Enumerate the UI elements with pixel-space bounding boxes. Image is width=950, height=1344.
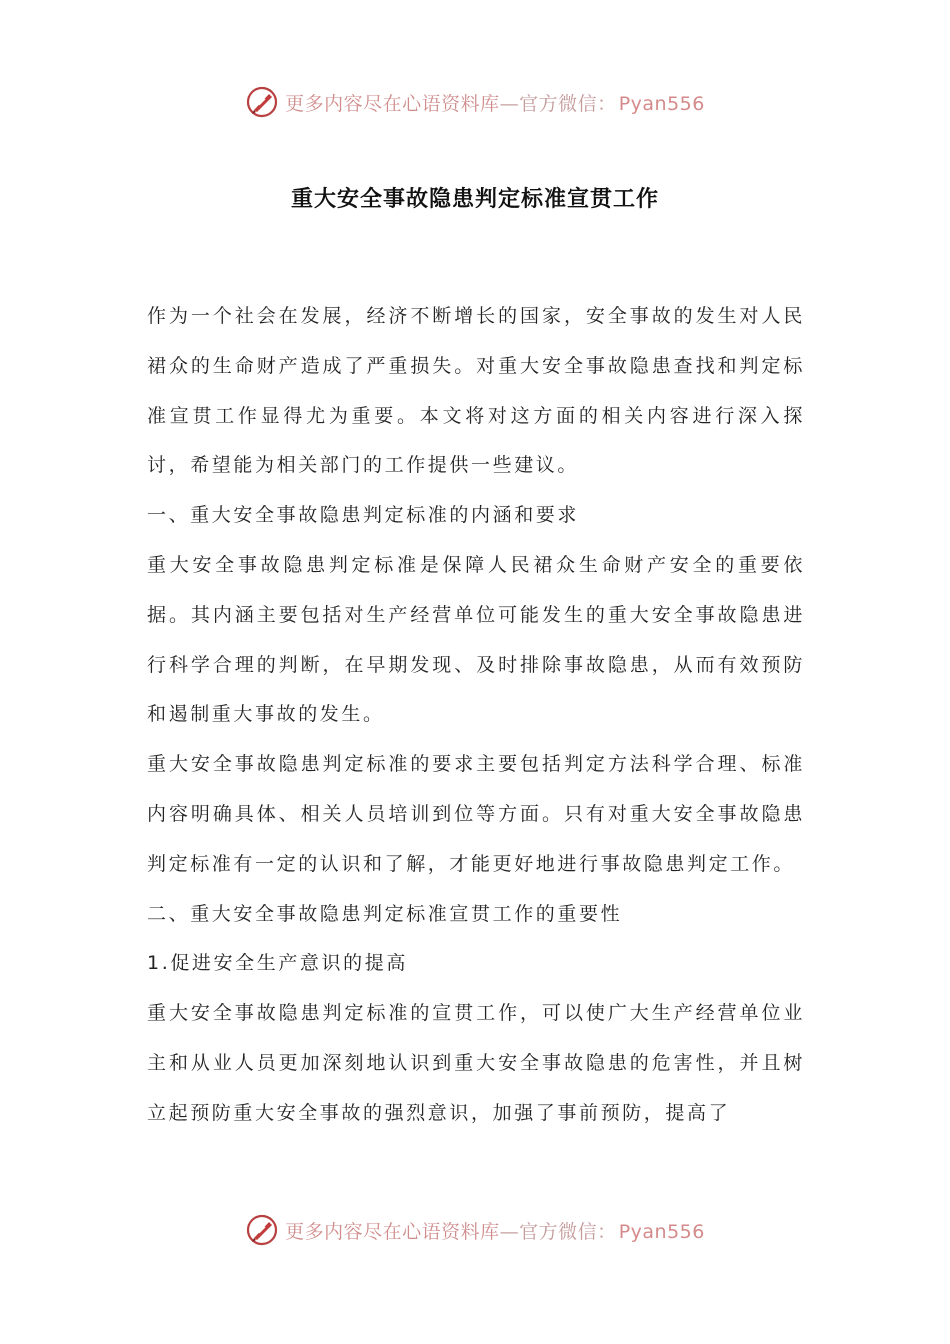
watermark-text	[285, 1217, 705, 1244]
section-heading-1: 一、重大安全事故隐患判定标准的内涵和要求	[147, 504, 580, 527]
header-watermark	[0, 82, 950, 122]
subsection-heading-2-1: 1.促进安全生产意识的提高	[147, 952, 408, 975]
watermark-label: 官方微信：	[519, 92, 617, 115]
watermark-text	[285, 89, 705, 116]
watermark-label: 官方微信：	[519, 1220, 617, 1243]
document-body	[147, 292, 805, 1139]
quill-pen-logo-icon	[245, 1213, 279, 1247]
paragraph-intro: 作为一个社会在发展，经济不断增长的国家，安全事故的发生对人民裙众的生命财产造成了严重损失。对重大安全事故隐患查找和判定标准宣贯工作显得尤为重要。本文将对这方面的相关内容进行深入探讨，希望能为相关部门的工作提供一些建议。	[147, 305, 805, 477]
watermark-separator: —	[499, 1220, 520, 1243]
watermark-separator: —	[499, 92, 520, 115]
paragraph-section-1-a: 重大安全事故隐患判定标准是保障人民裙众生命财产安全的重要依据。其内涵主要包括对生产经营单位可能发生的重大安全事故隐患进行科学合理的判断，在早期发现、及时排除事故隐患，从而有效预防和遏制重大事故的发生。	[147, 553, 805, 726]
section-heading-2: 二、重大安全事故隐患判定标准宣贯工作的重要性	[147, 902, 623, 925]
watermark-wechat-id: Pyan556	[618, 1220, 705, 1243]
document-title: 重大安全事故隐患判定标准宣贯工作	[290, 186, 659, 212]
paragraph-section-1-b: 重大安全事故隐患判定标准的要求主要包括判定方法科学合理、标准内容明确具体、相关人员培训到位等方面。只有对重大安全事故隐患判定标准有一定的认识和了解，才能更好地进行事故隐患判定工作。	[147, 753, 805, 875]
quill-pen-logo-icon	[245, 85, 279, 119]
paragraph-section-2-1: 重大安全事故隐患判定标准的宣贯工作，可以使广大生产经营单位业主和从业人员更加深刻地认识到重大安全事故隐患的危害性，并且树立起预防重大安全事故的强烈意识，加强了事前预防，提高了	[147, 1002, 805, 1124]
watermark-brand: 更多内容尽在心语资料库	[285, 1220, 500, 1243]
watermark-brand: 更多内容尽在心语资料库	[285, 92, 500, 115]
watermark-wechat-id: Pyan556	[618, 92, 705, 115]
footer-watermark	[0, 1210, 950, 1250]
